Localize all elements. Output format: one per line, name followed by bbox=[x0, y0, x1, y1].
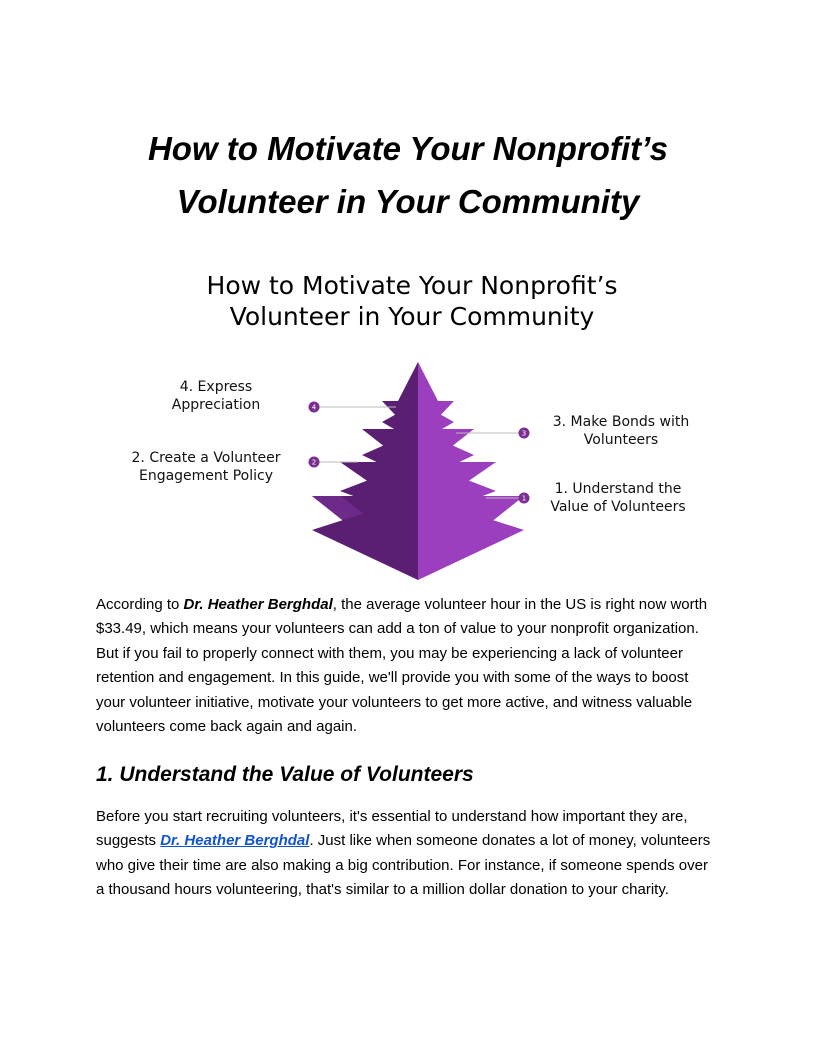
step-1-label-line-1: 1. Understand the bbox=[554, 481, 682, 497]
intro-lead-text: According to bbox=[96, 596, 184, 613]
intro-body-text: , the average volunteer hour in the US is right now worth $33.49, which means your volunteers can add a ton of value to your nonprofit organization. But if you fail to properly connect with them, you may be experiencing a lack of volunteer retention and engagement. In this guide, we'll provide you with some of the ways to boost your volunteer initiative, motivate your volunteers to get more active, and witness valuable volunteers come back again and again. bbox=[96, 596, 708, 736]
section-1-body-text: . Just like when someone donates a lot of money, volunteers who give their time are also making a big contribution. For instance, if someone spends over a thousand hours volunteering, that's similar to a million dollar donation to your charity. bbox=[96, 832, 711, 899]
step-2-label-line-2: Engagement Policy bbox=[138, 468, 274, 484]
step-4-label-line-2: Appreciation bbox=[171, 397, 261, 413]
step-marker-2-number: 2 bbox=[311, 458, 317, 467]
figure-title-line-2: Volunteer in Your Community bbox=[229, 302, 595, 331]
pyramid-infographic bbox=[96, 262, 720, 592]
pyramid-infographic-svg bbox=[96, 262, 720, 592]
step-marker-1-number: 1 bbox=[521, 494, 527, 503]
intro-paragraph bbox=[96, 593, 720, 739]
author-link[interactable]: Dr. Heather Berghdal bbox=[160, 832, 310, 850]
step-marker-2 bbox=[309, 457, 320, 468]
step-1-label-line-2: Value of Volunteers bbox=[550, 499, 686, 515]
section-1-heading: 1. Understand the Value of Volunteers bbox=[96, 763, 474, 786]
intro-author-name: Dr. Heather Berghdal bbox=[183, 596, 333, 613]
figure-title-line-1: How to Motivate Your Nonprofit’s bbox=[206, 271, 618, 300]
step-marker-3-number: 3 bbox=[521, 429, 527, 438]
step-marker-4-number: 4 bbox=[311, 403, 317, 412]
document-title bbox=[60, 122, 756, 228]
document-title-line-2: Volunteer in Your Community bbox=[176, 183, 640, 220]
section-1-lead-text: Before you start recruiting volunteers, it's essential to understand how important they are, suggests bbox=[96, 808, 688, 850]
step-marker-1 bbox=[519, 493, 530, 504]
document-title-line-1: How to Motivate Your Nonprofit’s bbox=[147, 130, 669, 167]
section-1-paragraph bbox=[96, 805, 720, 903]
step-marker-3 bbox=[519, 428, 530, 439]
step-3-label-line-1: 3. Make Bonds with bbox=[552, 414, 690, 430]
step-marker-4 bbox=[309, 402, 320, 413]
step-3-label-line-2: Volunteers bbox=[583, 432, 659, 448]
step-2-label-line-1: 2. Create a Volunteer bbox=[131, 450, 281, 466]
step-4-label-line-1: 4. Express bbox=[179, 379, 253, 395]
pyramid-layers bbox=[312, 362, 527, 580]
